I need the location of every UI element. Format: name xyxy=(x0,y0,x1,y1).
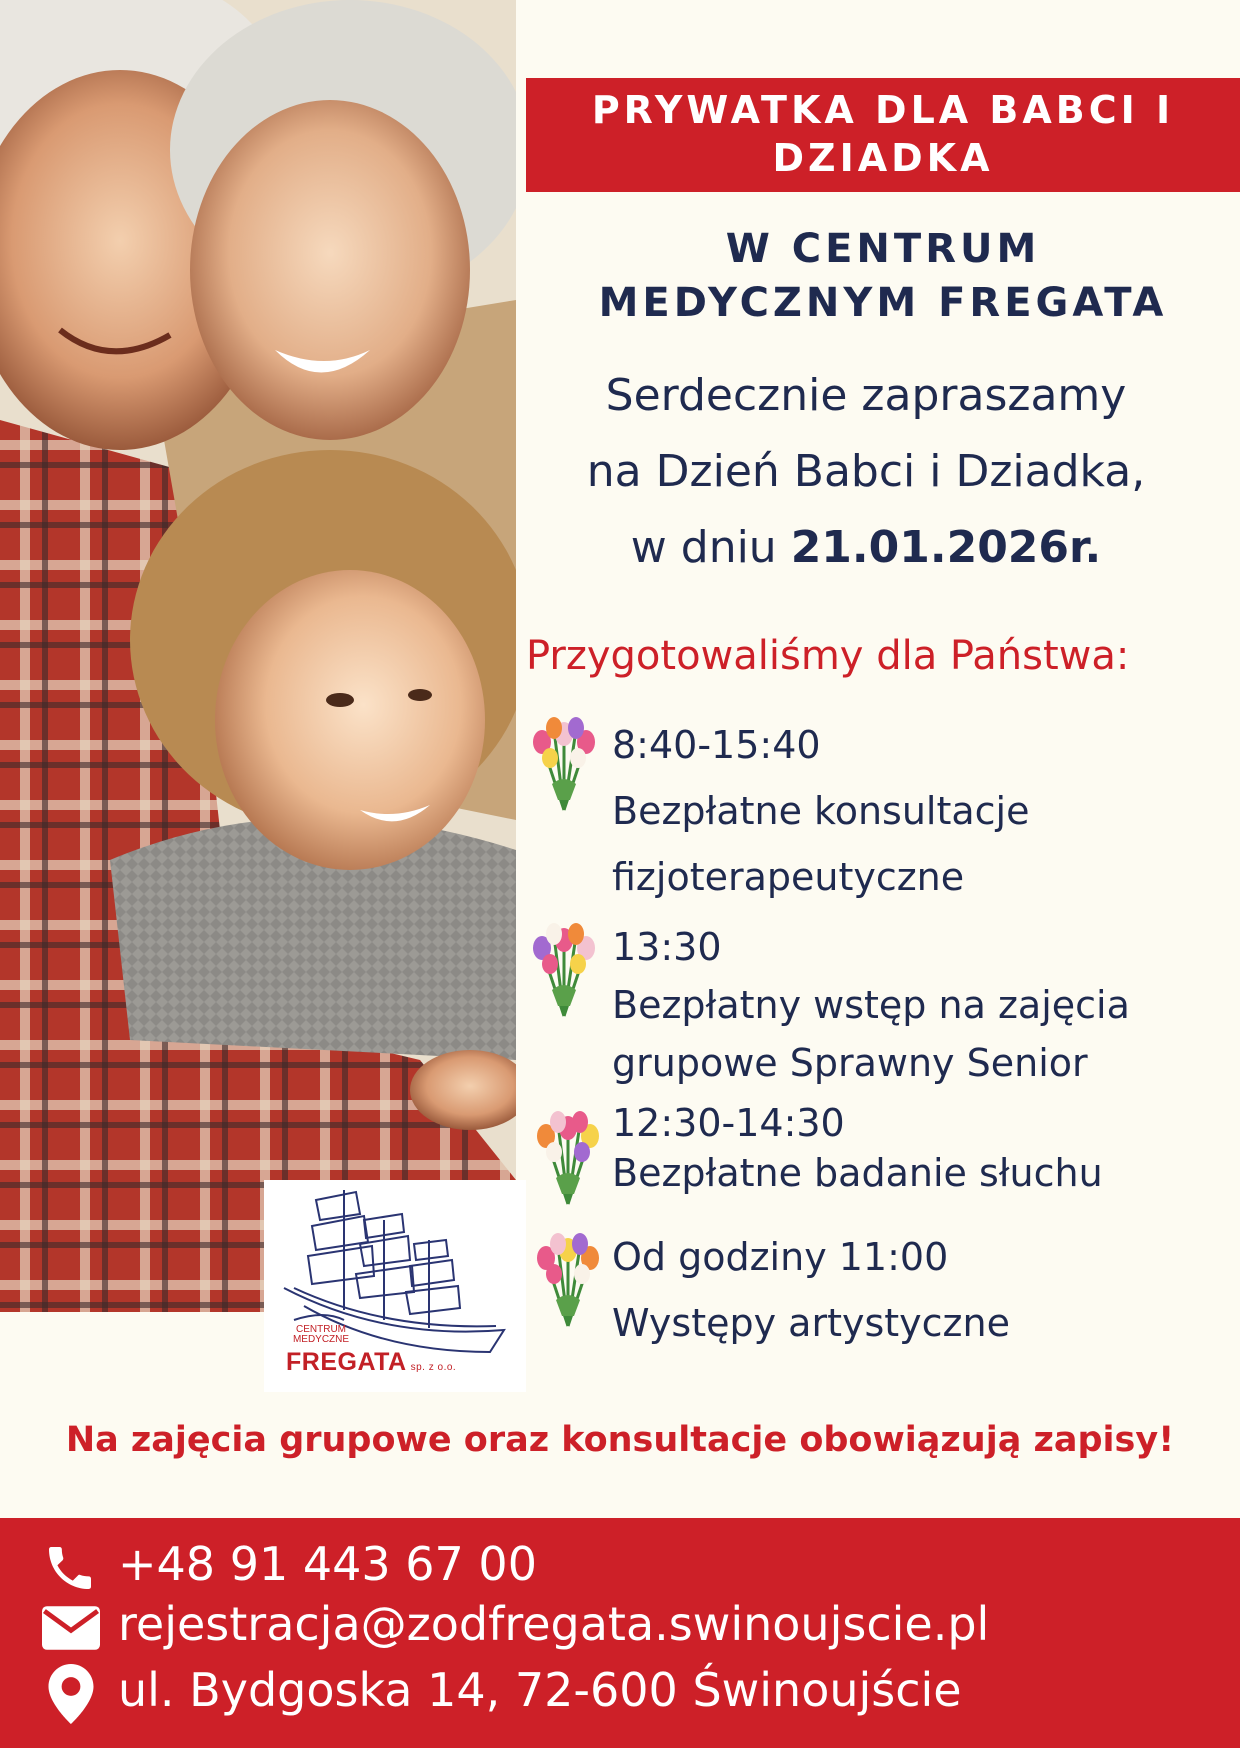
program-heading: Przygotowaliśmy dla Państwa: xyxy=(526,633,1130,679)
tulip-bouquet-icon xyxy=(526,1230,610,1334)
family-photo-illustration xyxy=(0,0,516,1312)
program-item-line-1: Bezpłatne badanie słuchu xyxy=(612,1151,1103,1195)
program-item-line-2: fizjoterapeutyczne xyxy=(612,855,965,899)
event-subtitle xyxy=(526,222,1240,330)
contact-phone[interactable]: +48 91 443 67 00 xyxy=(118,1537,537,1591)
contact-footer xyxy=(0,1518,1240,1748)
program-item-line-1: Bezpłatne konsultacje xyxy=(612,789,1030,833)
contact-address: ul. Bydgoska 14, 72-600 Świnoujście xyxy=(118,1663,962,1717)
logo-subtitle: CENTRUM MEDYCZNE xyxy=(292,1324,350,1345)
logo-brand: FREGATA xyxy=(286,1348,407,1376)
invitation-line-3 xyxy=(526,510,1206,586)
program-item-physio xyxy=(612,712,1232,910)
subtitle-line-2: MEDYCZNYM FREGATA xyxy=(598,280,1168,326)
tulip-bouquet-icon xyxy=(522,920,606,1024)
program-item-time: 12:30-14:30 xyxy=(612,1101,845,1145)
program-item-line-2: grupowe Sprawny Senior xyxy=(612,1041,1088,1085)
program-item-hearing-test xyxy=(612,1098,1232,1198)
logo-name xyxy=(286,1348,456,1377)
registration-notice: Na zajęcia grupowe oraz konsultacje obowiązują zapisy! xyxy=(65,1420,1175,1460)
invitation-date-prefix: w dniu xyxy=(630,522,791,573)
phone-icon xyxy=(42,1540,98,1596)
logo-suffix: sp. z o.o. xyxy=(410,1362,457,1373)
event-date: 21.01.2026r. xyxy=(790,522,1102,573)
program-item-time: Od godziny 11:00 xyxy=(612,1235,949,1279)
location-pin-icon xyxy=(48,1664,94,1724)
fregata-logo xyxy=(264,1180,526,1392)
program-item-line-1: Bezpłatny wstęp na zajęcia xyxy=(612,983,1130,1027)
contact-email[interactable]: rejestracja@zodfregata.swinoujscie.pl xyxy=(118,1597,990,1651)
family-photo xyxy=(0,0,516,1312)
invitation-line-1: Serdecznie zapraszamy xyxy=(605,370,1127,421)
program-item-senior-class xyxy=(612,918,1232,1092)
invitation-line-2: na Dzień Babci i Dziadka, xyxy=(586,446,1146,497)
program-item-line-1: Występy artystyczne xyxy=(612,1301,1010,1345)
tulip-bouquet-icon xyxy=(522,714,606,818)
tulip-bouquet-icon xyxy=(526,1108,610,1212)
program-item-performances xyxy=(612,1224,1232,1356)
subtitle-line-1: W CENTRUM xyxy=(725,226,1041,272)
program-item-time: 13:30 xyxy=(612,925,722,969)
program-item-time: 8:40-15:40 xyxy=(612,723,821,767)
mail-icon xyxy=(42,1606,100,1650)
event-title-banner: PRYWATKA DLA BABCI I DZIADKA xyxy=(526,78,1240,192)
invitation-text xyxy=(526,358,1206,586)
